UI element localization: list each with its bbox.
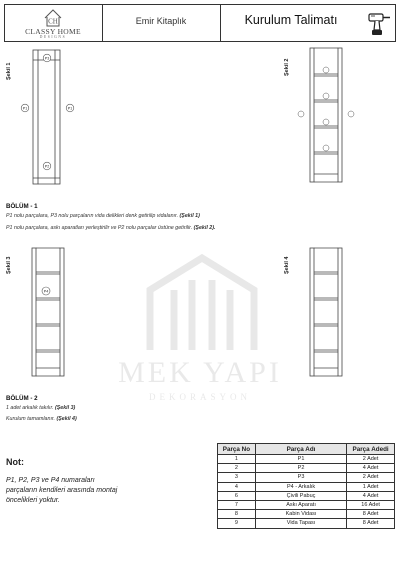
note-text: P1, P2, P3 ve P4 numaraları parçaların kendileri arasında montaj öncelikleri yoktur. [6, 477, 118, 504]
cell-name: Vida Tapası [255, 519, 346, 528]
cell-qty: 16 Adet [347, 500, 395, 509]
table-row [218, 491, 395, 500]
section-2-step-1: 1 adet arkalık takılır. (Şekil 3) [6, 405, 76, 411]
table-row [218, 510, 395, 519]
drill-icon [366, 9, 392, 37]
cell-qty: 1 Adet [347, 482, 395, 491]
cell-qty: 4 Adet [347, 491, 395, 500]
watermark-text: MEK YAPI [118, 356, 282, 389]
figure-4-drawing [304, 246, 354, 381]
column-header: Parça Adı [255, 444, 346, 455]
cell-qty: 2 Adet [347, 455, 395, 464]
cell-qty: 8 Adet [347, 519, 395, 528]
figure-3-drawing [24, 246, 74, 381]
cell-no: 9 [218, 519, 256, 528]
cell-no: 3 [218, 473, 256, 482]
cell-qty: 8 Adet [347, 510, 395, 519]
part-callout: P4 [43, 289, 49, 294]
table-row [218, 500, 395, 509]
cell-qty: 4 Adet [347, 464, 395, 473]
figure-1-drawing [14, 48, 84, 188]
table-row [218, 482, 395, 491]
watermark-subtext: DEKORASYON [148, 392, 251, 402]
part-callout: P1 [67, 106, 73, 111]
part-callout: P1 [22, 106, 28, 111]
section-1-step-1: P1 nolu parçalara, P3 nolu parçaların vida delikleri denk getirilip vidalanır. (Şekil 1) [6, 213, 200, 219]
cell-no: 1 [218, 455, 256, 464]
svg-text:CH: CH [48, 17, 58, 26]
brand-name: CLASSY HOME [25, 27, 81, 36]
watermark-building-icon [140, 250, 265, 360]
cell-no: 8 [218, 510, 256, 519]
brand-subtitle: DESIGNS [39, 35, 67, 39]
table-header-row [218, 444, 395, 455]
table-row [218, 455, 395, 464]
figure-1-label: Şekil 1 [6, 62, 12, 80]
section-2-title: BÖLÜM - 2 [6, 395, 38, 402]
table-row [218, 464, 395, 473]
part-callout: P2 [44, 164, 50, 169]
product-name: Emir Kitaplık [135, 16, 187, 26]
note-title: Not: [6, 457, 24, 467]
parts-table [217, 443, 395, 529]
cell-name: Kabin Vidası [255, 510, 346, 519]
column-header: Parça No [218, 444, 256, 455]
section-2-step-2: Kurulum tamamlanır. (Şekil 4) [6, 416, 77, 422]
column-header: Parça Adedi [347, 444, 395, 455]
cell-no: 4 [218, 482, 256, 491]
cell-no: 2 [218, 464, 256, 473]
house-logo-icon [43, 8, 63, 28]
cell-name: P4 - Arkalık [255, 482, 346, 491]
figure-2-drawing [296, 46, 356, 186]
cell-name: P3 [255, 473, 346, 482]
section-1-step-2: P1 nolu parçalara, askı aparatları yerleştirilir ve P2 nolu parçalar üstüne getirilir. (Şekil 2). [6, 225, 216, 231]
doc-title: Kurulum Talimatı [244, 13, 338, 27]
cell-name: Çivili Pabuç [255, 491, 346, 500]
figure-2-label: Şekil 2 [284, 58, 290, 76]
cell-name: Askı Aparatı [255, 500, 346, 509]
cell-name: P2 [255, 464, 346, 473]
cell-no: 6 [218, 491, 256, 500]
table-row [218, 473, 395, 482]
cell-no: 7 [218, 500, 256, 509]
table-row [218, 519, 395, 528]
figure-3-label: Şekil 3 [6, 256, 12, 274]
figure-4-label: Şekil 4 [284, 256, 290, 274]
part-callout: P3 [44, 56, 50, 61]
cell-name: P1 [255, 455, 346, 464]
cell-qty: 2 Adet [347, 473, 395, 482]
section-1-title: BÖLÜM - 1 [6, 203, 38, 210]
